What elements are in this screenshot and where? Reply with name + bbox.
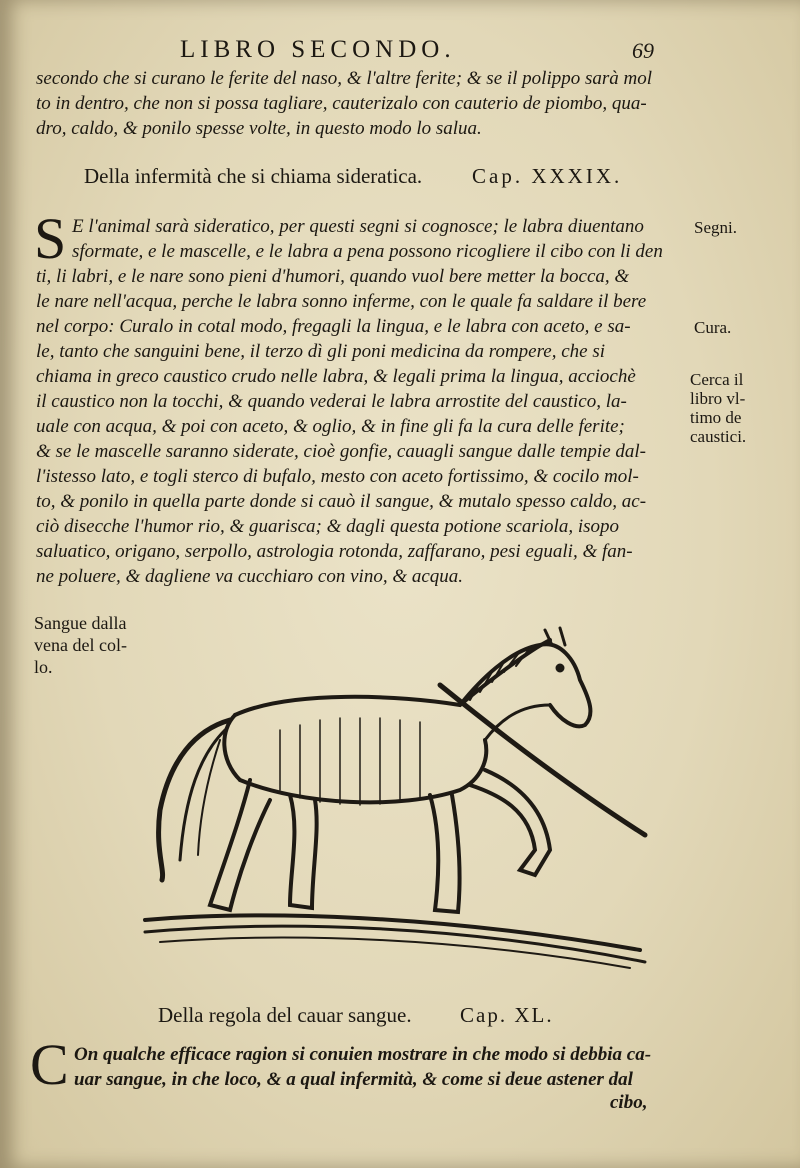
text-line: secondo che si curano le ferite del naso, & l'altre ferite; & se il polippo sarà mol — [36, 68, 653, 89]
text-line: to, & ponilo in quella parte donde si cauò il sangue, & mutalo spesso caldo, ac- — [36, 491, 647, 512]
chapter-number: Cap. XL. — [460, 1003, 554, 1027]
margin-note-line: timo de — [690, 408, 742, 427]
margin-note-sangue — [34, 612, 127, 678]
text-line: E l'animal sarà sideratico, per questi segni si cognosce; le labra diuentano — [72, 216, 644, 237]
text-line: uale con acqua, & poi con aceto, & oglio, & in fine gli fa la cura delle ferite; — [36, 416, 625, 437]
drop-capital: S — [34, 206, 67, 271]
chapter-number: Cap. XXXIX. — [472, 164, 623, 188]
margin-note-segni: Segni. — [694, 218, 737, 237]
text-line: ciò disecche l'humor rio, & guarisca; & dagli questa potione scariola, isopo — [36, 516, 619, 537]
text-line: to in dentro, che non si possa tagliare, cauterizalo con cauterio de piombo, qua- — [36, 93, 647, 114]
catchword: cibo, — [610, 1092, 648, 1113]
margin-note-line: vena del col- — [34, 635, 127, 655]
margin-note-line: Cerca il — [690, 370, 744, 389]
text-line: le, tanto che sanguini bene, il terzo dì gli poni medicina da rompere, che si — [36, 341, 606, 362]
text-line: l'istesso lato, e togli sterco di bufalo, mesto con aceto fortissimo, & cocilo mol- — [36, 466, 639, 487]
running-title: LIBRO SECONDO. — [180, 36, 456, 63]
text-line: saluatico, origano, serpollo, astrologia rotonda, zaffarano, pesi eguali, & fan- — [36, 541, 633, 562]
text-line: il caustico non la tocchi, & quando vederai le labra arrostite del caustico, la- — [36, 391, 627, 412]
drop-capital: C — [30, 1032, 69, 1097]
page-number: 69 — [632, 38, 654, 63]
horse-woodcut-illustration — [140, 620, 660, 980]
text-line: nel corpo: Curalo in cotal modo, fregagli la lingua, e le labra con aceto, e sa- — [36, 316, 631, 337]
text-line: On qualche efficace ragion si conuien mostrare in che modo si debbia ca- — [74, 1044, 652, 1065]
margin-note-line: lo. — [34, 657, 53, 677]
margin-note-cerca — [690, 370, 746, 446]
margin-note-line: caustici. — [690, 427, 747, 446]
text-line: dro, caldo, & ponilo spesse volte, in questo modo lo salua. — [36, 118, 482, 139]
text-line: uar sangue, in che loco, & a qual infermità, & come si deue astener dal — [74, 1069, 633, 1090]
margin-note-cura: Cura. — [694, 318, 732, 337]
text-line: sformate, e le mascelle, e le labra a pena possono ricogliere il cibo con li den — [72, 241, 663, 262]
chapter-title: Della regola del cauar sangue. — [158, 1003, 412, 1027]
text-line: & se le mascelle saranno siderate, cioè gonfie, cauagli sangue dalle tempie dal- — [36, 441, 646, 462]
margin-note-line: Sangue dalla — [34, 613, 127, 633]
text-line: chiama in greco caustico crudo nelle labra, & legali prima la lingua, acciochè — [36, 366, 636, 387]
chapter-title: Della infermità che si chiama sideratica. — [84, 164, 423, 188]
text-line: ti, li labri, e le nare sono pieni d'humori, quando vuol bere metter la bocca, & — [36, 266, 630, 287]
text-line: le nare nell'acqua, perche le labra sonno inferme, con le quale fa saldare il bere — [36, 291, 647, 312]
text-line: ne poluere, & dagliene va cucchiaro con vino, & acqua. — [36, 566, 464, 587]
margin-note-line: libro vl- — [690, 389, 746, 408]
